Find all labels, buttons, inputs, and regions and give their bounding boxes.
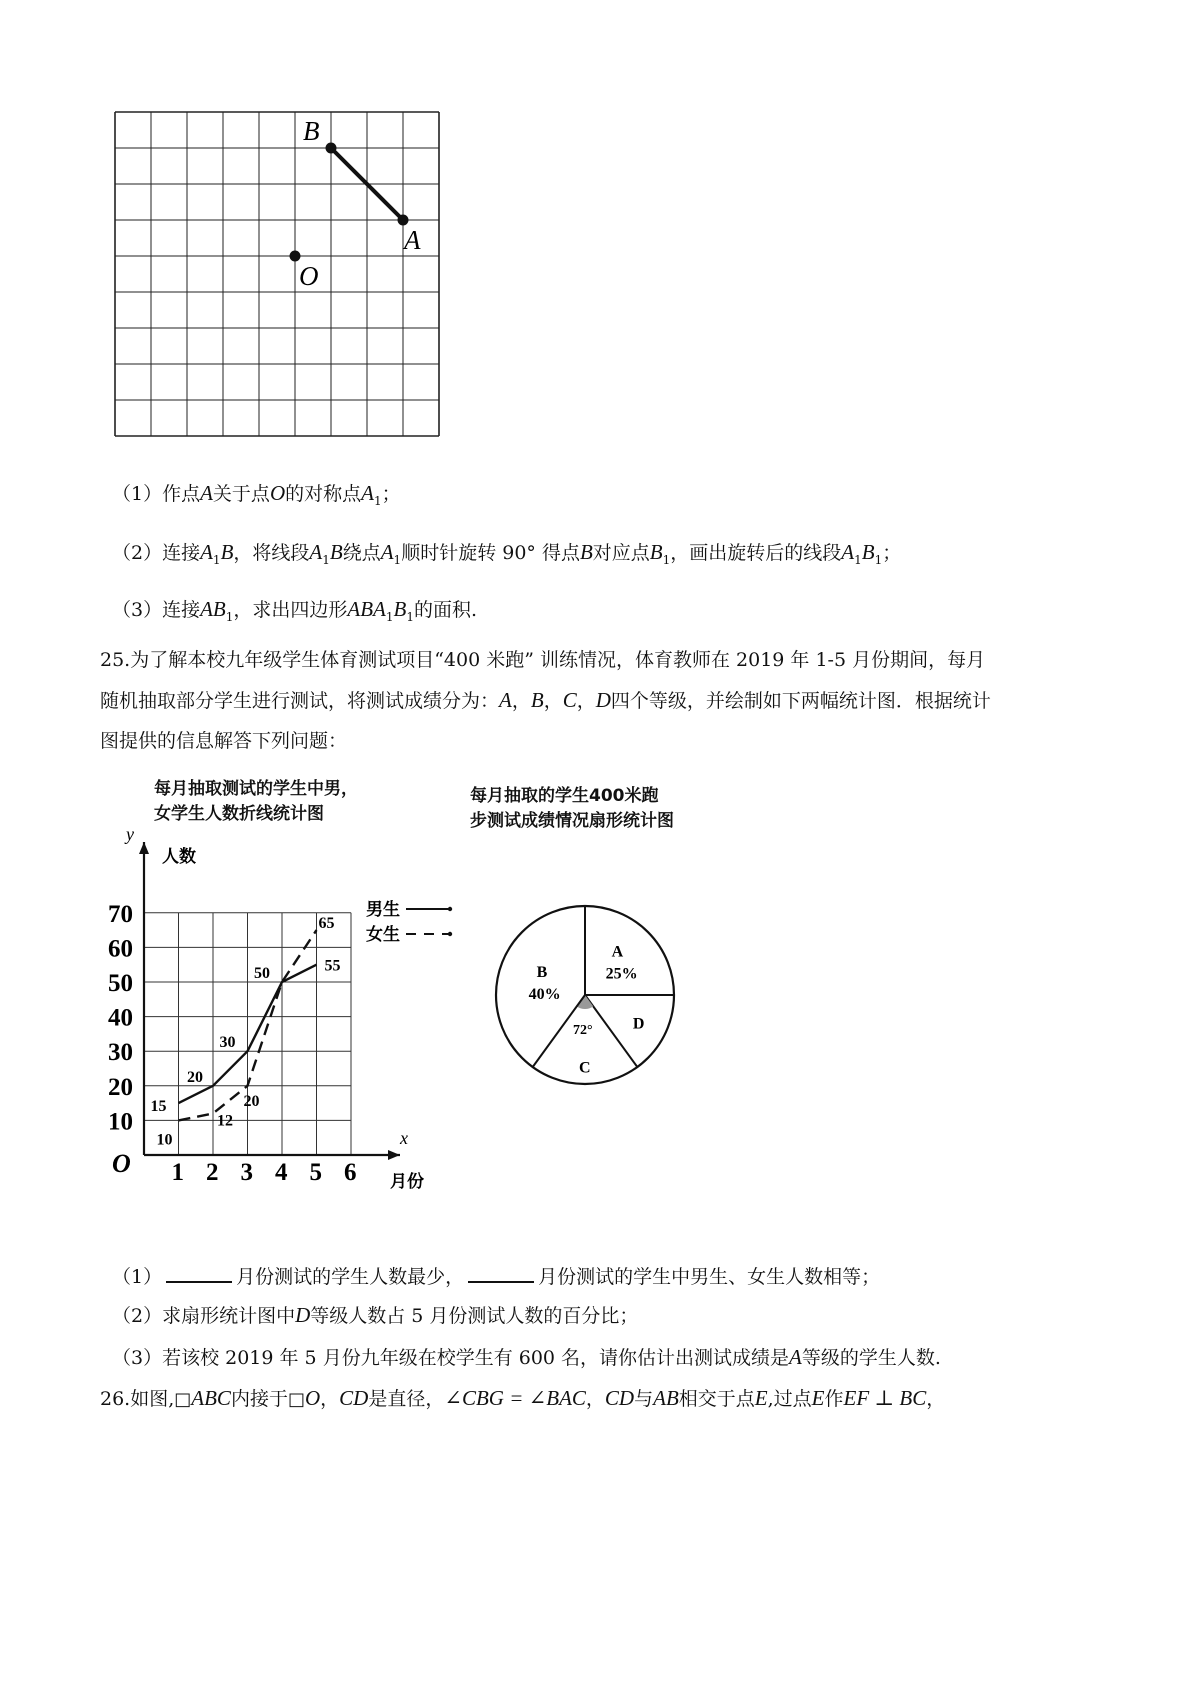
x-axis-letter: x	[400, 1128, 408, 1148]
legend-label-girls: 女生	[366, 925, 400, 944]
q26-text: 26.如图,□ABC内接于□O，CD是直径，∠CBG = ∠BAC，CD与AB相交于点E,过点E作EF ⊥ BC，	[100, 1386, 946, 1410]
slice-value-a: 25%	[605, 965, 638, 983]
line-chart	[100, 820, 480, 1200]
point-b	[326, 143, 337, 154]
point-o	[290, 251, 301, 262]
q25-part1: （1） 月份测试的学生人数最少， 月份测试的学生中男生、女生人数相等；	[112, 1262, 880, 1289]
slice-label-c: C	[579, 1059, 591, 1077]
y-tick-label: 40	[108, 1004, 133, 1032]
y-tick-label: 70	[108, 900, 133, 928]
y-axis-label: 人数	[162, 847, 196, 866]
x-tick-label: 4	[275, 1159, 288, 1186]
data-label: 20	[187, 1068, 203, 1086]
y-axis-letter: y	[126, 824, 134, 844]
x-tick-label: 1	[171, 1159, 184, 1186]
pie-chart	[480, 880, 700, 1100]
legend	[366, 899, 452, 944]
x-axis-arrow	[388, 1150, 400, 1160]
legend-dot-boys	[448, 907, 452, 911]
slice-value-c: 72°	[573, 1023, 593, 1038]
pie-chart-title: 每月抽取的学生400米跑 步测试成绩情况扇形统计图	[470, 786, 674, 831]
y-tick-label: 50	[108, 970, 133, 997]
y-tick-label: 10	[108, 1108, 133, 1136]
answer-blank-2	[468, 1263, 534, 1283]
q25-intro	[100, 640, 1100, 761]
data-label: 10	[156, 1131, 173, 1149]
q24-part3: （3）连接$AB_1$，求出四边形$ABA_1B_1$的面积.	[112, 597, 478, 624]
point-a	[398, 215, 409, 226]
x-tick-label: 3	[240, 1159, 253, 1186]
data-label: 65	[318, 915, 335, 933]
x-tick-label: 5	[309, 1159, 322, 1186]
label-a: A	[404, 225, 421, 255]
data-label: 20	[243, 1092, 260, 1110]
y-tick-label: 30	[108, 1039, 133, 1067]
data-label: 50	[254, 965, 270, 982]
data-label: 55	[324, 957, 341, 975]
q25-intro-line2: 随机抽取部分学生进行测试，将测试成绩分为：A，B，C，D四个等级，并绘制如下两幅统计图．根据统计	[100, 688, 991, 712]
triangle-symbol: □	[174, 1389, 192, 1410]
grid-figure	[0, 0, 1200, 480]
q25-part3: （3）若该校 2019 年 5 月份九年级在校学生有 600 名，请你估计出测试成绩是A等级的学生人数.	[112, 1345, 941, 1369]
label-b: B	[303, 116, 320, 146]
data-label: 30	[219, 1034, 236, 1052]
q24-part2: （2）连接$A_1B$，将线段$A_1B$绕点$A_1$顺时针旋转 90° 得点B对应点$B_1$，画出旋转后的线段$A_1B_1$；	[112, 540, 902, 567]
q25-intro-line1: 25.为了解本校九年级学生体育测试项目“400 米跑” 训练情况，体育教师在 2019 年 1-5 月份期间，每月	[100, 649, 986, 671]
grid-lines	[115, 112, 439, 436]
data-label: 12	[217, 1112, 233, 1130]
x-tick-label: 2	[206, 1159, 219, 1186]
line-chart-grid	[144, 913, 351, 1155]
circle-symbol: □	[287, 1389, 305, 1410]
q25-part2: （2）求扇形统计图中D等级人数占 5 月份测试人数的百分比；	[112, 1303, 639, 1327]
legend-label-boys: 男生	[366, 900, 400, 919]
q24-part1: （1）作点A关于点O的对称点$A_1$；	[112, 481, 401, 508]
slice-value-b: 40%	[528, 986, 561, 1004]
slice-label-d: D	[632, 1015, 645, 1033]
y-tick-label: 20	[108, 1073, 133, 1101]
slice-label-b: B	[536, 964, 548, 982]
y-axis-arrow	[139, 842, 149, 854]
q25-intro-line3: 图提供的信息解答下列问题：	[100, 730, 348, 752]
origin-label: O	[112, 1149, 131, 1178]
x-tick-label: 6	[344, 1159, 357, 1186]
data-label: 15	[150, 1098, 167, 1116]
answer-blank-1	[166, 1263, 232, 1283]
slice-label-a: A	[611, 943, 624, 961]
y-tick-label: 60	[108, 935, 133, 963]
line-chart-title: 每月抽取测试的学生中男， 女学生人数折线统计图	[154, 779, 358, 824]
legend-dot-girls	[448, 932, 452, 936]
label-o: O	[299, 261, 319, 291]
x-axis-label: 月份	[390, 1172, 424, 1191]
